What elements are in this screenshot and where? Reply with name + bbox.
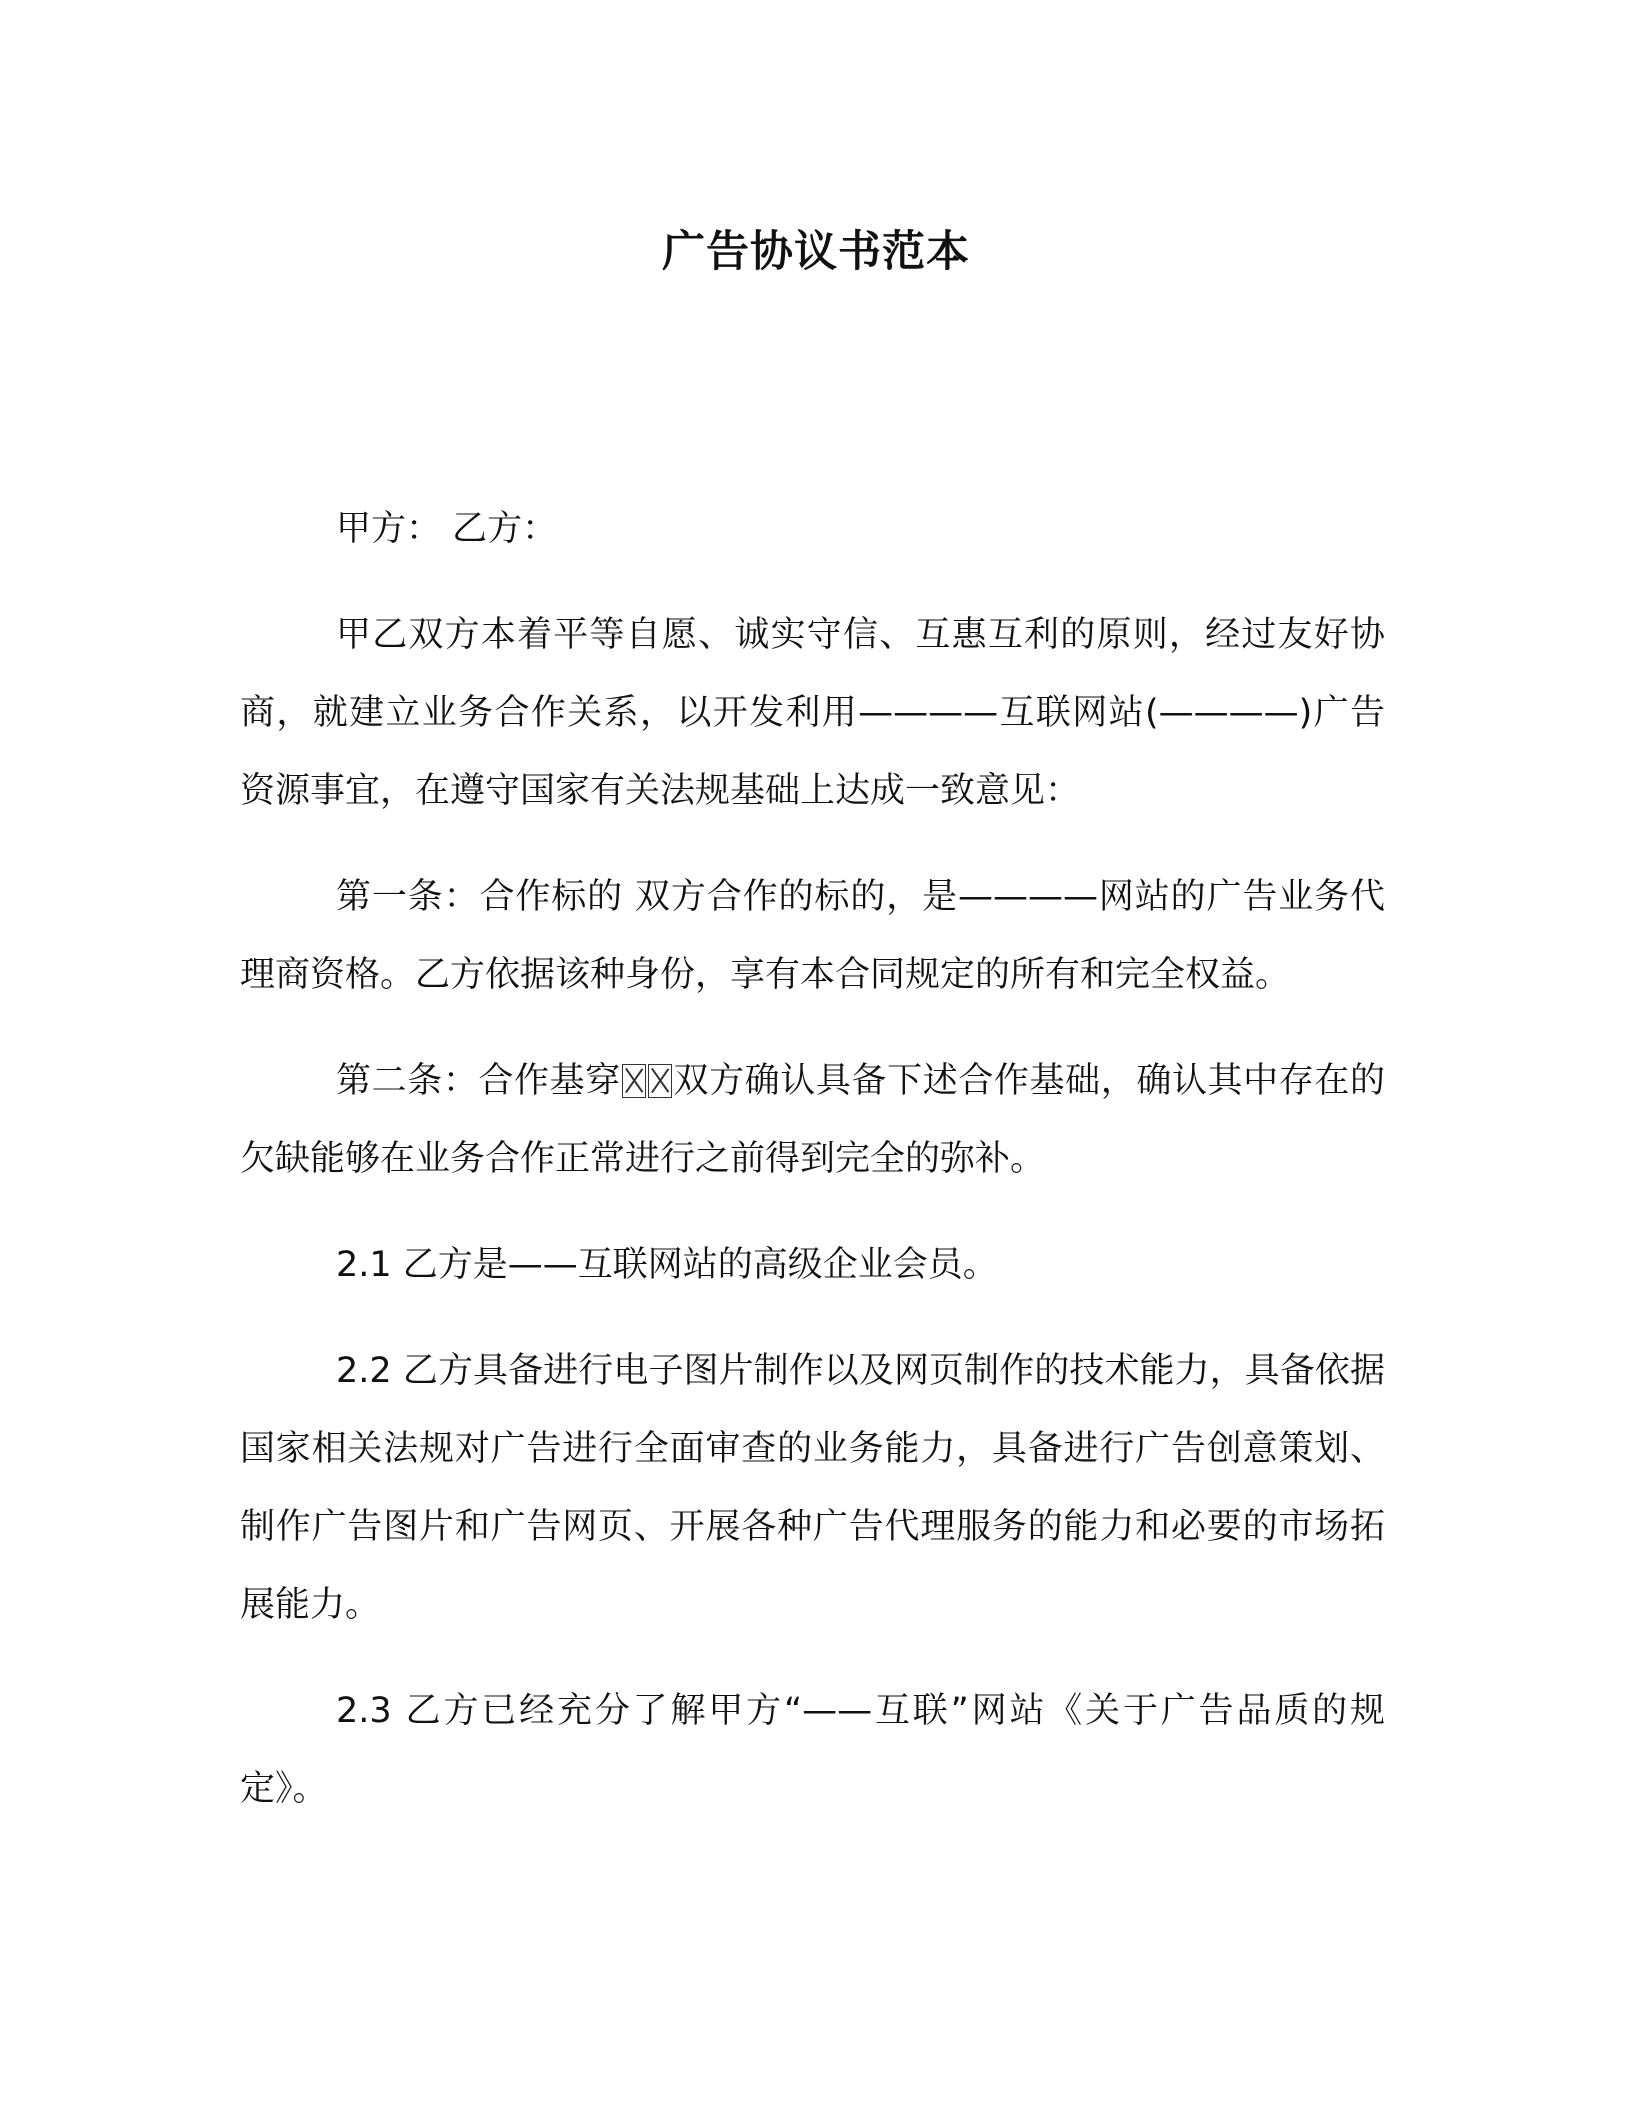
clause-2-2: 2.2 乙方具备进行电子图片制作以及网页制作的技术能力，具备依据国家相关法规对广告进行全面审查的业务能力，具备进行广告创意策划、制作广告图片和广告网页、开展各种广告代理服务的能力和必要的市场拓展能力。 (240, 1351, 1385, 1625)
document-title: 广告协议书范本 (662, 227, 970, 277)
clause-2-1: 2.1 乙方是——互联网站的高级企业会员。 (336, 1245, 998, 1285)
article-two-text: 双方确认具备下述合作基础，确认其中存在的欠缺能够在业务合作正常进行之前得到完全的弥补。 (240, 1061, 1385, 1179)
article-two-heading: 第二条：合作基穿 (336, 1061, 621, 1101)
document-body (240, 490, 1385, 1856)
preamble-paragraph: 甲乙双方本着平等自愿、诚实守信、互惠互利的原则，经过友好协商，就建立业务合作关系，以开发利用————互联网站(————)广告资源事宜，在遵守国家有关法规基础上达成一致意见： (240, 615, 1385, 811)
parties-line: 甲方： 乙方： (336, 509, 558, 549)
missing-glyph-icon (648, 1064, 672, 1098)
article-two-paragraph (240, 1042, 1385, 1198)
clause-2-3: 2.3 乙方已经充分了解甲方“——互联”网站《关于广告品质的规定》。 (240, 1691, 1385, 1809)
article-one-paragraph: 第一条：合作标的 双方合作的标的，是————网站的广告业务代理商资格。乙方依据该种身份，享有本合同规定的所有和完全权益。 (240, 877, 1385, 995)
missing-glyph-icon (622, 1064, 646, 1098)
